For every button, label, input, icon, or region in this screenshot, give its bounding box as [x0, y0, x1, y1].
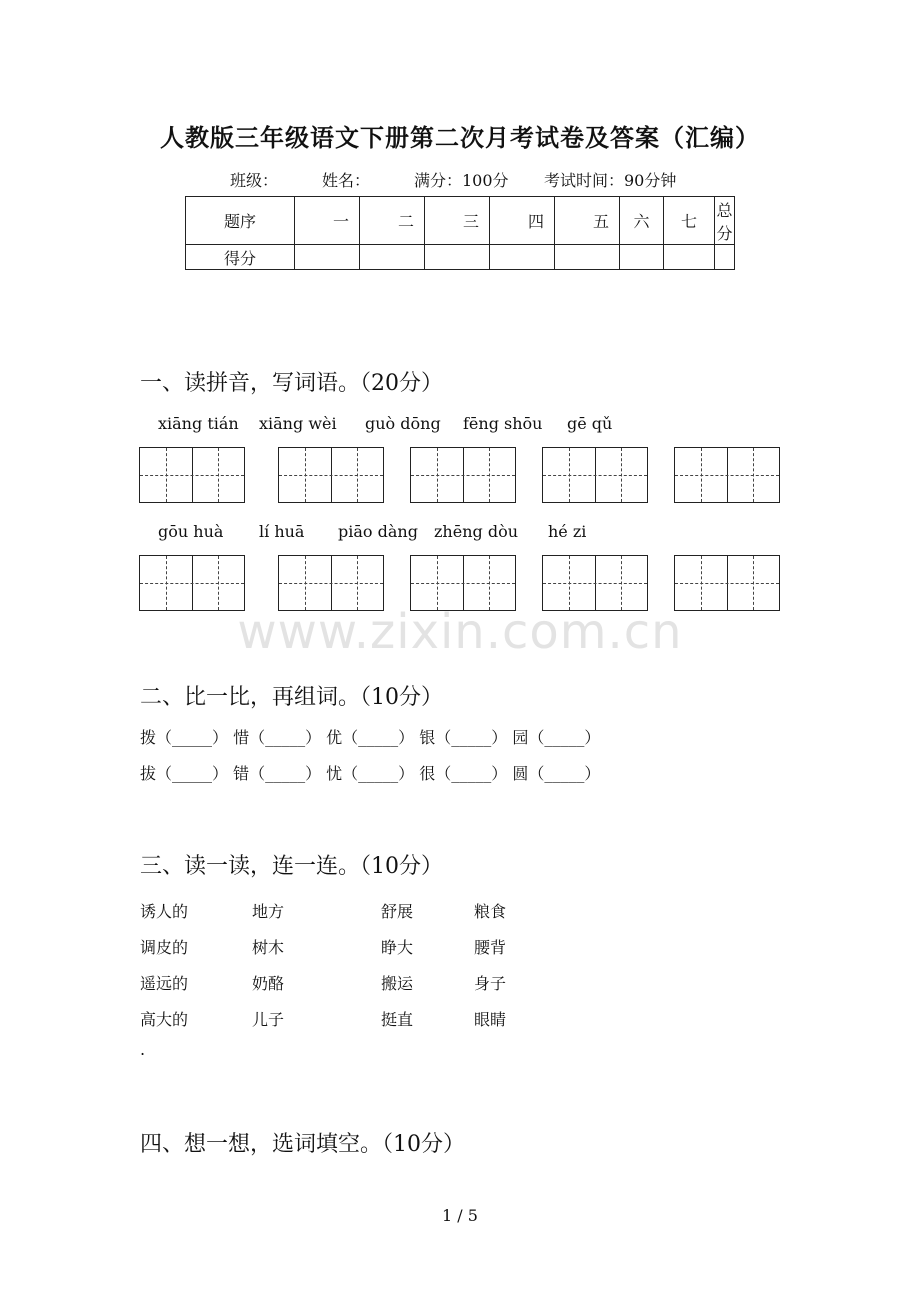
- exam-time-label: 考试时间：90分钟: [544, 171, 677, 190]
- table-cell: 二: [360, 197, 425, 245]
- table-cell: 总分: [715, 197, 735, 245]
- pinyin-label: gōu huà: [158, 522, 224, 541]
- table-cell: 得分: [186, 245, 295, 270]
- match-column-1: [140, 894, 188, 1038]
- watermark: www.zixin.com.cn: [237, 604, 683, 660]
- score-input-cell[interactable]: [620, 245, 664, 270]
- match-item: 调皮的: [140, 938, 189, 957]
- match-item: 地方: [252, 902, 285, 921]
- pinyin-label: zhēng dòu: [434, 522, 519, 541]
- table-cell: 六: [620, 197, 664, 245]
- match-item: 奶酪: [252, 974, 285, 993]
- compare-line-2: 拔（_____） 错（_____） 忧（_____） 很（_____） 圆（_____）: [140, 764, 601, 783]
- score-table: [185, 196, 735, 270]
- score-input-cell[interactable]: [490, 245, 555, 270]
- page-title: 人教版三年级语文下册第二次月考试卷及答案（汇编）: [160, 123, 760, 152]
- writing-grid[interactable]: [542, 555, 648, 611]
- writing-grid[interactable]: [278, 447, 384, 503]
- pinyin-label: piāo dàng: [338, 522, 418, 541]
- pinyin-label: lí huā: [259, 522, 305, 541]
- writing-grid[interactable]: [410, 447, 516, 503]
- table-cell: 五: [555, 197, 620, 245]
- pinyin-label: xiāng wèi: [259, 414, 337, 433]
- match-item: 儿子: [252, 1010, 285, 1029]
- match-column-4: [474, 894, 506, 1038]
- match-item: 身子: [474, 974, 507, 993]
- name-label: 姓名：: [322, 171, 371, 190]
- score-input-cell[interactable]: [555, 245, 620, 270]
- match-item: 树木: [252, 938, 285, 957]
- writing-grid[interactable]: [542, 447, 648, 503]
- match-column-2: [252, 894, 284, 1038]
- section-1-heading: 一、读拼音，写词语。（20分）: [140, 371, 443, 396]
- match-item: 搬运: [381, 974, 414, 993]
- score-input-cell[interactable]: [360, 245, 425, 270]
- stray-dot: .: [140, 1040, 146, 1059]
- writing-grid[interactable]: [674, 447, 780, 503]
- full-score-label: 满分：100分: [414, 171, 509, 190]
- pinyin-label: xiāng tián: [158, 414, 239, 433]
- section-2-heading: 二、比一比，再组词。（10分）: [140, 685, 443, 710]
- pinyin-label: gē qǔ: [567, 414, 613, 433]
- table-cell: 题序: [186, 197, 295, 245]
- score-input-cell[interactable]: [664, 245, 715, 270]
- class-label: 班级：: [230, 171, 279, 190]
- match-item: 粮食: [474, 902, 507, 921]
- writing-grid[interactable]: [139, 555, 245, 611]
- table-cell: 四: [490, 197, 555, 245]
- table-cell: 一: [295, 197, 360, 245]
- score-table-header-row: [186, 197, 735, 245]
- match-item: 眼睛: [474, 1010, 507, 1029]
- table-cell: 七: [664, 197, 715, 245]
- pinyin-label: fēng shōu: [463, 414, 543, 433]
- section-4-heading: 四、想一想，选词填空。（10分）: [140, 1132, 465, 1157]
- section-3-heading: 三、读一读，连一连。（10分）: [140, 854, 443, 879]
- writing-grid[interactable]: [139, 447, 245, 503]
- pinyin-label: hé zi: [548, 522, 587, 541]
- page-number: 1 / 5: [442, 1206, 478, 1225]
- match-item: 诱人的: [140, 902, 189, 921]
- writing-grid[interactable]: [410, 555, 516, 611]
- score-input-cell[interactable]: [295, 245, 360, 270]
- compare-line-1: 拨（_____） 惜（_____） 优（_____） 银（_____） 园（_____）: [140, 728, 601, 747]
- match-item: 遥远的: [140, 974, 189, 993]
- match-item: 高大的: [140, 1010, 189, 1029]
- score-input-cell[interactable]: [715, 245, 735, 270]
- writing-grid[interactable]: [674, 555, 780, 611]
- match-item: 腰背: [474, 938, 507, 957]
- table-cell: 三: [425, 197, 490, 245]
- match-item: 睁大: [381, 938, 414, 957]
- score-table-score-row: [186, 245, 735, 270]
- score-input-cell[interactable]: [425, 245, 490, 270]
- match-item: 挺直: [381, 1010, 414, 1029]
- match-column-3: [381, 894, 413, 1038]
- pinyin-label: guò dōng: [365, 414, 441, 433]
- match-item: 舒展: [381, 902, 414, 921]
- writing-grid[interactable]: [278, 555, 384, 611]
